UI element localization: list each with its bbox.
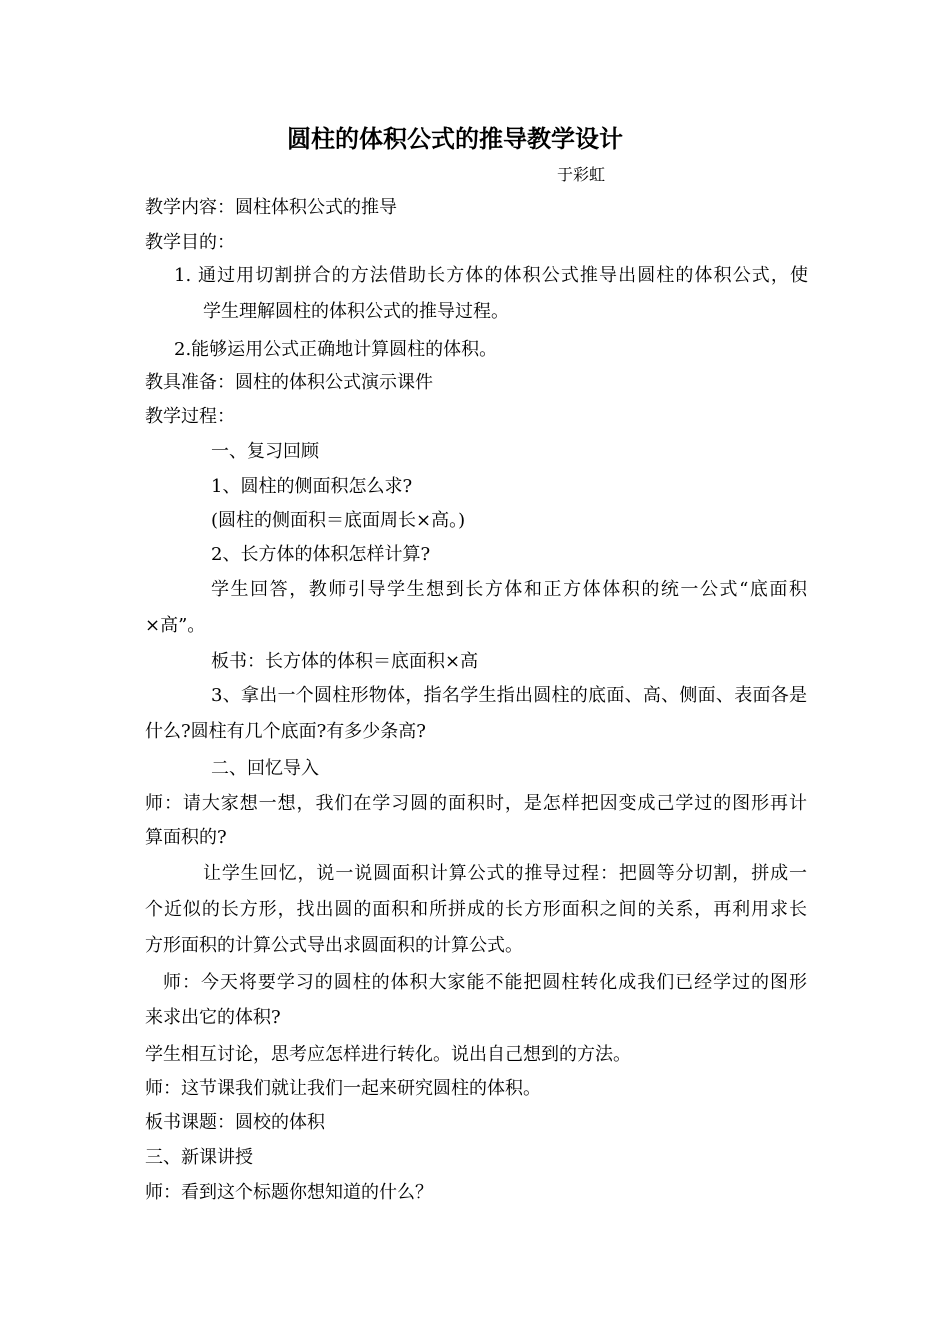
text-line: 2、长方体的体积怎样计算? bbox=[211, 544, 431, 565]
section-heading: 一、复习回顾 bbox=[211, 441, 319, 462]
text-line: 学生理解圆柱的体积公式的推导过程。 bbox=[203, 301, 509, 322]
text-line: 3、拿出一个圆柱形物体，指名学生指出圆柱的底面、高、侧面、表面各是 bbox=[211, 685, 807, 706]
text-line: ×高”。 bbox=[145, 615, 206, 636]
text-line: 什么?圆柱有几个底面?有多少条高? bbox=[145, 721, 426, 742]
text-line: 板书课题：圆校的体积 bbox=[145, 1112, 325, 1133]
text-line: 师：今天将要学习的圆柱的体积大家能不能把圆柱转化成我们已经学过的图形 bbox=[163, 972, 807, 993]
text-line: 1. 通过用切割拼合的方法借助长方体的体积公式推导出圆柱的体积公式，使 bbox=[174, 265, 808, 286]
text-line: 来求出它的体积? bbox=[145, 1007, 281, 1028]
text-line: 教学过程： bbox=[145, 406, 235, 427]
document-author: 于彩虹 bbox=[557, 165, 606, 184]
text-line: 让学生回忆，说一说圆面积计算公式的推导过程：把圆等分切割，拼成一 bbox=[203, 863, 807, 884]
text-line: 师：看到这个标题你想知道的什么？ bbox=[145, 1182, 433, 1203]
document-title: 圆柱的体积公式的推导教学设计 bbox=[287, 124, 623, 153]
text-line: 教学内容：圆柱体积公式的推导 bbox=[145, 197, 397, 218]
text-line: 个近似的长方形，找出圆的面积和所拼成的长方形面积之间的关系，再利用求长 bbox=[145, 899, 807, 920]
text-line: (圆柱的侧面积＝底面周长×高。) bbox=[211, 510, 466, 531]
text-line: 1、圆柱的侧面积怎么求? bbox=[211, 476, 413, 497]
text-line: 师：请大家想一想，我们在学习圆的面积时，是怎样把因变成己学过的图形再计 bbox=[145, 793, 807, 814]
text-line: 算面积的? bbox=[145, 827, 227, 848]
section-heading: 二、回忆导入 bbox=[211, 758, 319, 779]
text-line: 教学目的： bbox=[145, 232, 235, 253]
text-line: 教具准备：圆柱的体积公式演示课件 bbox=[145, 372, 433, 393]
text-line: 板书：长方体的体积＝底面积×高 bbox=[211, 651, 479, 672]
text-line: 学生回答，教师引导学生想到长方体和正方体体积的统一公式“底面积 bbox=[211, 579, 807, 600]
text-line: 师：这节课我们就让我们一起来研究圆柱的体积。 bbox=[145, 1078, 541, 1099]
text-line: 2.能够运用公式正确地计算圆柱的体积。 bbox=[174, 339, 498, 360]
section-heading: 三、新课讲授 bbox=[145, 1147, 253, 1168]
text-line: 学生相互讨论，思考应怎样进行转化。说出自己想到的方法。 bbox=[145, 1044, 631, 1065]
text-line: 方形面积的计算公式导出求圆面积的计算公式。 bbox=[145, 935, 523, 956]
